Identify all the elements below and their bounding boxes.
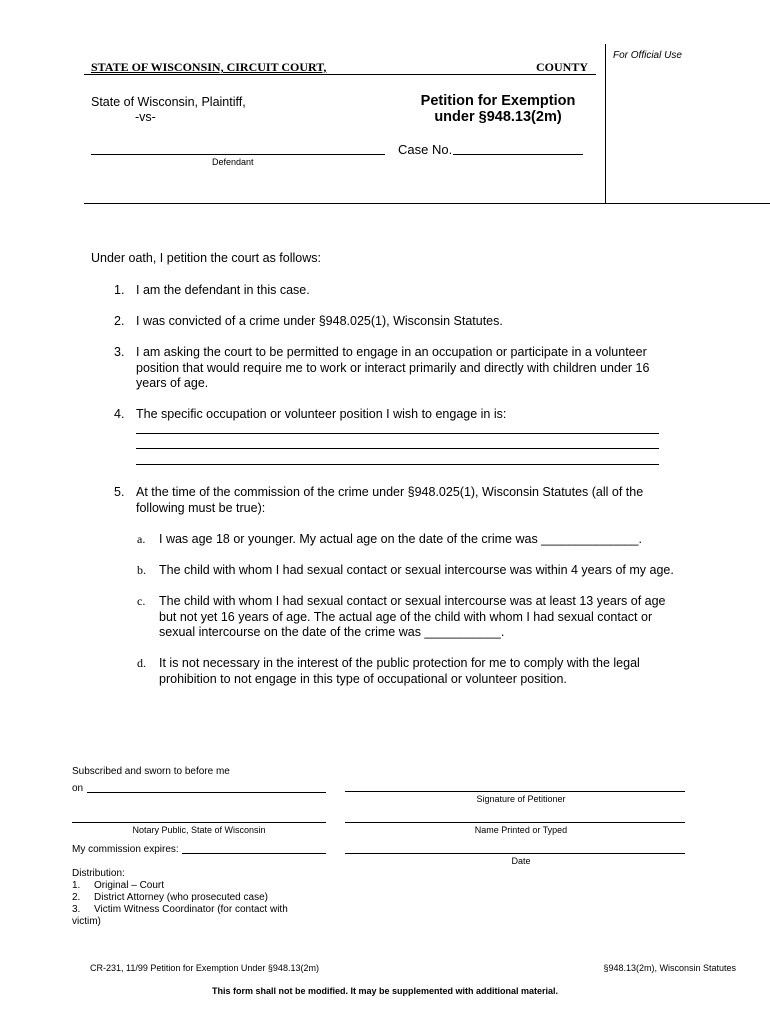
on-label: on — [72, 783, 84, 794]
subitem-d-line: It is not necessary in the interest of the public protection for me to comply with the legal — [159, 656, 640, 670]
item-3 — [136, 345, 649, 392]
page-title-line2: under §948.13(2m) — [434, 109, 562, 125]
court-heading-underline — [84, 74, 596, 75]
subitem-letter-b: b. — [137, 563, 146, 577]
official-use-label: For Official Use — [613, 50, 682, 61]
notary-label: Notary Public, State of Wisconsin — [132, 825, 266, 835]
distribution-block — [72, 868, 312, 928]
date-label: Date — [511, 856, 531, 866]
subitem-b-line: The child with whom I had sexual contact or sexual intercourse was within 4 years of my age. — [159, 563, 674, 577]
header-bottom-rule — [84, 203, 770, 204]
footer-statute: §948.13(2m), Wisconsin Statutes — [603, 963, 736, 973]
distribution-title: Distribution: — [72, 868, 125, 879]
defendant-name-field[interactable] — [91, 154, 385, 155]
plaintiff-label: State of Wisconsin, Plaintiff, — [91, 95, 246, 109]
subitem-a-line: I was age 18 or younger. My actual age on the date of the crime was ______________. — [159, 532, 642, 546]
item-3-line: years of age. — [136, 376, 209, 390]
item-3-line: position that would require me to work or interact primarily and directly with children under 16 — [136, 360, 650, 375]
item-4 — [136, 407, 506, 423]
defendant-label: Defendant — [212, 157, 254, 167]
county-label: COUNTY — [536, 60, 589, 74]
court-heading — [91, 60, 326, 75]
subitem-d — [159, 656, 640, 687]
name-printed-label: Name Printed or Typed — [474, 825, 568, 835]
distribution-item-number: 2. — [72, 892, 81, 903]
sworn-date-field[interactable] — [87, 792, 326, 793]
commission-expires-field[interactable] — [182, 853, 326, 854]
item-2-line: I was convicted of a crime under §948.025(1), Wisconsin Statutes. — [136, 314, 503, 328]
commission-label: My commission expires: — [72, 844, 179, 855]
subitem-c-line: sexual intercourse on the date of the crime was ___________. — [159, 625, 505, 639]
item-number-5: 5. — [114, 485, 125, 499]
distribution-continuation: victim) — [72, 916, 101, 927]
item-5 — [136, 485, 643, 516]
subitem-c-line: The child with whom I had sexual contact or sexual intercourse was at least 13 years of age — [159, 594, 666, 608]
page-title — [398, 93, 598, 125]
item-4-line: The specific occupation or volunteer position I wish to engage in is: — [136, 407, 507, 421]
item-1 — [136, 283, 310, 299]
occupation-field-line[interactable] — [136, 464, 659, 465]
item-2 — [136, 314, 503, 330]
date-field[interactable] — [345, 853, 685, 854]
vs-label: -vs- — [135, 110, 156, 124]
subitem-letter-c: c. — [137, 594, 146, 608]
distribution-item — [72, 904, 312, 916]
occupation-field-line[interactable] — [136, 448, 659, 449]
distribution-item-text: District Attorney (who prosecuted case) — [94, 892, 268, 903]
item-number-2: 2. — [114, 314, 125, 328]
official-use-divider — [605, 44, 606, 203]
petitioner-signature-field[interactable] — [345, 791, 685, 792]
notary-signature-field[interactable] — [72, 822, 326, 823]
distribution-item-text: Victim Witness Coordinator (for contact with — [94, 904, 288, 915]
signature-of-petitioner-label: Signature of Petitioner — [476, 794, 566, 804]
item-3-line: I am asking the court to be permitted to engage in an occupation or participate in a volunteer — [136, 345, 647, 359]
item-number-3: 3. — [114, 345, 125, 359]
name-printed-field[interactable] — [345, 822, 685, 823]
distribution-item — [72, 892, 312, 904]
subitem-a — [159, 532, 642, 548]
distribution-item — [72, 880, 312, 892]
subitem-c-line: but not yet 16 years of age. The actual age of the child with whom I had sexual contact or — [159, 609, 653, 624]
case-no-field[interactable] — [453, 154, 583, 155]
item-number-4: 4. — [114, 407, 125, 421]
case-no-label: Case No. — [398, 142, 453, 157]
distribution-item-number: 1. — [72, 880, 81, 891]
subitem-d-line: prohibition to not engage in this type of occupational or volunteer position. — [159, 671, 567, 686]
page-title-line1: Petition for Exemption — [420, 93, 576, 109]
subitem-letter-a: a. — [137, 532, 146, 546]
item-1-line: I am the defendant in this case. — [136, 283, 310, 297]
item-5-line: following must be true): — [136, 500, 266, 515]
court-heading-left: STATE OF WISCONSIN, CIRCUIT COURT, — [91, 60, 327, 74]
item-number-1: 1. — [114, 283, 125, 297]
occupation-field-line[interactable] — [136, 433, 659, 434]
subscribed-label: Subscribed and sworn to before me — [72, 766, 230, 777]
subitem-b — [159, 563, 674, 579]
item-5-line: At the time of the commission of the crime under §948.025(1), Wisconsin Statutes (all of the — [136, 485, 644, 499]
distribution-item-text: Original – Court — [94, 880, 165, 891]
footer-form-id: CR-231, 11/99 Petition for Exemption Under §948.13(2m) — [90, 963, 319, 973]
footer-notice: This form shall not be modified. It may be supplemented with additional material. — [211, 986, 559, 996]
distribution-item-number: 3. — [72, 904, 81, 915]
intro-text: Under oath, I petition the court as follows: — [91, 251, 321, 265]
subitem-letter-d: d. — [137, 656, 146, 670]
subitem-c — [159, 594, 666, 641]
